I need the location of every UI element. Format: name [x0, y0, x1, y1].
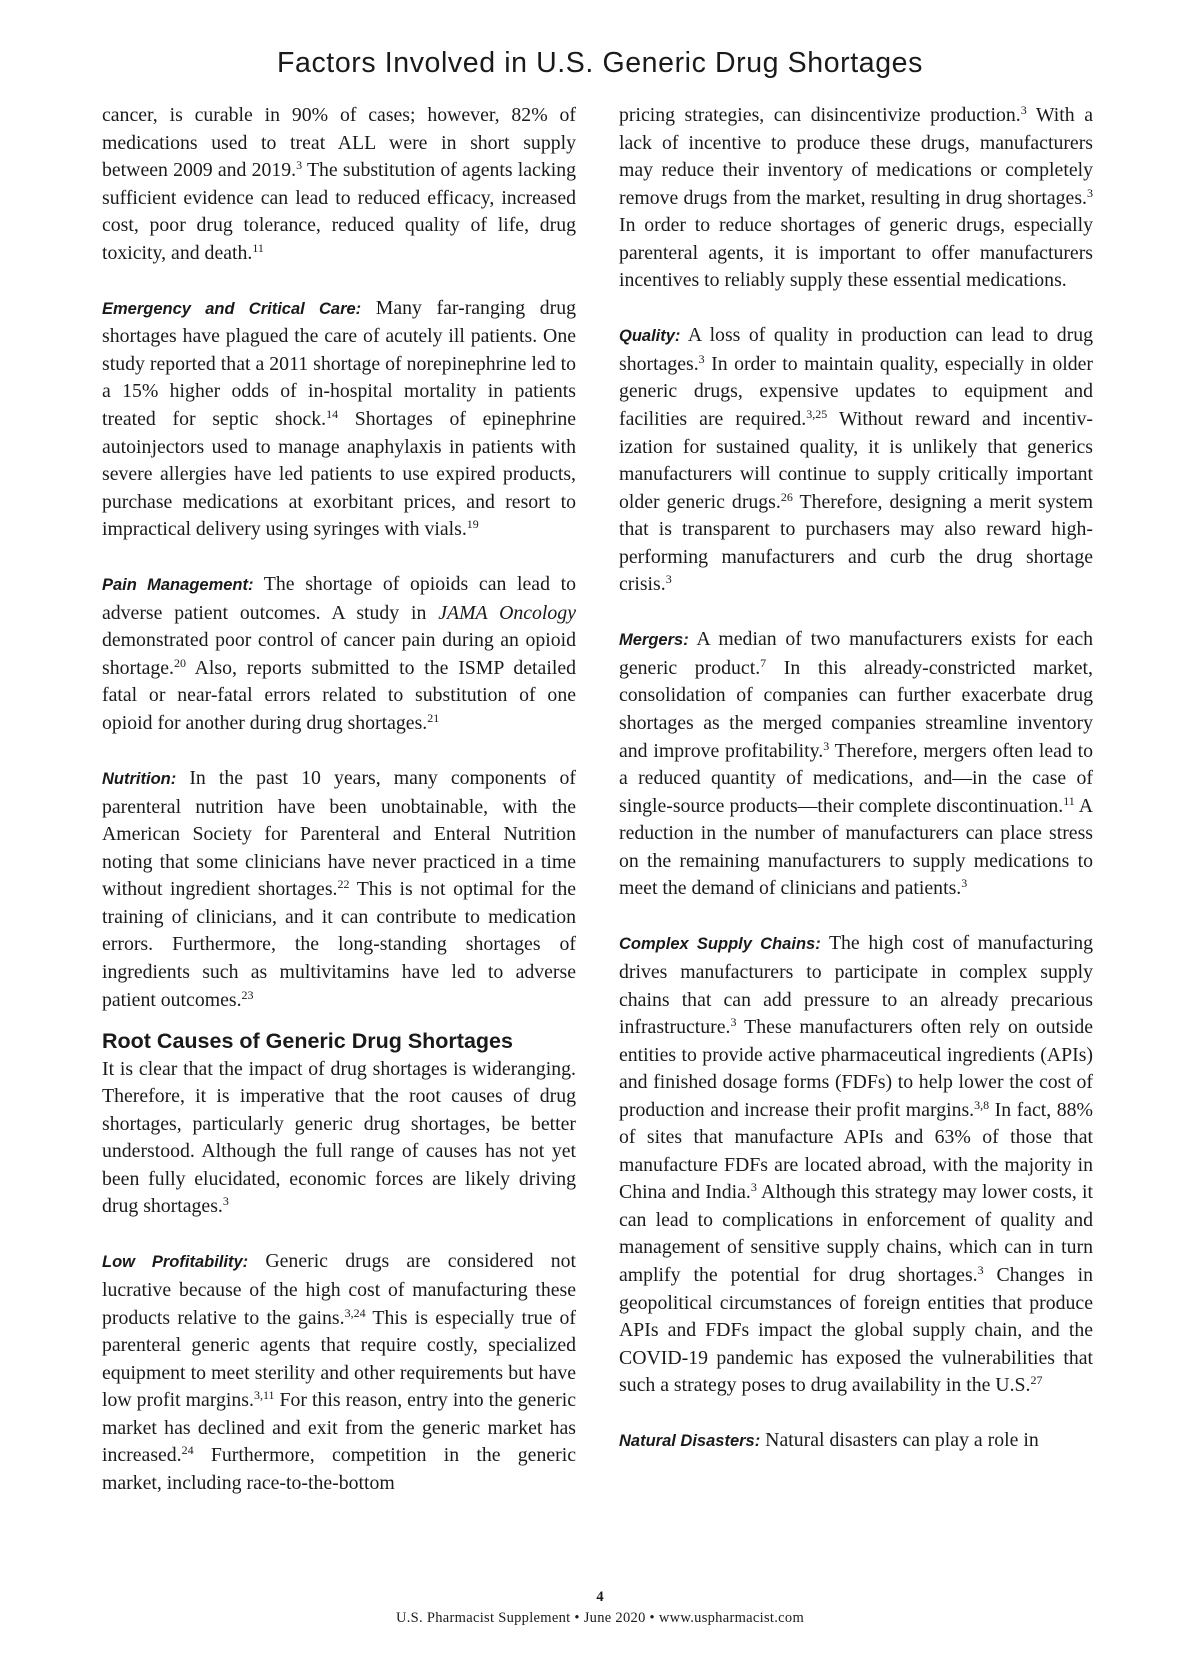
- reference-superscript: 3: [296, 158, 303, 173]
- reference-superscript: 3,25: [806, 407, 828, 422]
- reference-superscript: 24: [181, 1443, 194, 1458]
- paragraph-pain-management: Pain Management: The shortage of opioids can lead to adverse patient outcomes. A study in JAMA Oncology demonstrated poor control of cancer pain during an opioid shortage.$^{20}$ Also, reports submitted to the ISMP detailed fatal or near-fatal errors related to substitution of one opioid for another during drug shortages.$^{21}$: [102, 573, 577, 735]
- reference-superscript: 3,8: [974, 1097, 990, 1112]
- reference-superscript: 14: [326, 407, 339, 422]
- reference-superscript: 26: [780, 489, 793, 504]
- runin-heading-pain: Pain Management:: [102, 576, 254, 595]
- reference-superscript: 11: [252, 240, 264, 255]
- reference-superscript: 11: [1063, 793, 1075, 808]
- reference-superscript: 3: [961, 876, 968, 891]
- reference-superscript: 3,11: [253, 1388, 275, 1403]
- runin-heading-supply-chains: Complex Supply Chains:: [619, 935, 821, 954]
- runin-heading-natural-disasters: Natural Disasters:: [619, 1432, 761, 1451]
- reference-superscript: 3: [665, 572, 672, 587]
- runin-heading-low-profitability: Low Profitability:: [102, 1253, 249, 1272]
- paragraph-root-causes: It is clear that the impact of drug shortages is wideranging. Therefore, it is imperative that the root causes of drug shortages, particularly generic drug shortages, be better understood. Although the full range of causes has not yet been fully elucidated, economic forces are likely driving drug shortages.$^3$: [102, 1057, 576, 1218]
- paragraph-quality: Quality: A loss of quality in production can lead to drug shortages.$^3$ In order to maintain quality, especially in older generic drugs, expensive updates to equipment and facilities are required.$^{3,25}$ Without reward and incentivization for sustained quality, it is unlikely that generics manufacturers will continue to supply critically important older generic drugs.$^{26}$ Therefore, designing a merit system that is transparent to purchasers may also reward high-performing manufacturers and curb the drug shortage crisis.$^3$: [619, 324, 1093, 596]
- section-heading-root-causes: Root Causes of Generic Drug Shortages: [102, 1029, 513, 1054]
- reference-superscript: 23: [241, 987, 254, 1002]
- reference-superscript: 3: [1020, 103, 1027, 117]
- runin-heading-mergers: Mergers:: [619, 631, 689, 650]
- paragraph-supply-chains: Complex Supply Chains: The high cost of manufacturing drives manufacturers to participate in complex supply chains that can add pressure to an already precarious infrastructure.$^3$ These manufacturers often rely on outside entities to provide active pharmaceutical ingredients (APIs) and finished dosage forms (FDFs) to help lower the cost of production and increase their profit margins.$^{3,8}$ In fact, 88% of sites that manufacture APIs and 63% of those that manufacture FDFs are located abroad, with the majority in China and India.$^3$ Although this strategy may lower costs, it can lead to complications in enforcement of quality and management of sensitive supply chains, which can in turn amplify the potential for drug shortages.$^3$ Changes in geopolitical circumstances of foreign entities that produce APIs and FDFs impact the global supply chain, and the COVID-19 pandemic has exposed the vulnerabilities that such a strategy poses to drug availability in the U.S.$^{27}$: [619, 932, 1094, 1397]
- paragraph-low-profitability: Low Profitability: Generic drugs are considered not lucrative because of the high cost of manufacturing these products relative to the gains.$^{3,24}$ This is especially true of parenteral generic agents that require costly, specialized equipment to meet sterility and other requirements but have low profit margins.$^{3,11}$ For this reason, entry into the generic market has declined and exit from the generic market has increased.$^{24}$ Furthermore, competition in the generic market, including race-to-the-bottom: [102, 1250, 576, 1494]
- reference-superscript: 3,24: [344, 1305, 366, 1320]
- paragraph-emergency-care: Emergency and Critical Care: Many far-ranging drug shortages have plagued the care of acutely ill patients. One study reported that a 2011 shortage of norepinephrine led to a 15% higher odds of in-hospital mortality in patients treated for septic shock.$^{14}$ Shortages of epinephrine autoinjectors used to manage anaphylaxis in patients with severe allergies have led patients to use expired products, purchase medications at exorbitant prices, and resort to impractical delivery using syringes with vials.$^{19}$: [102, 296, 576, 541]
- paragraph-natural-disasters: Natural Disasters: Natural disasters can play a role in: [619, 1429, 1039, 1452]
- page-number: 4: [596, 1589, 604, 1605]
- left-column: [102, 102, 576, 1497]
- page-title: Factors Involved in U.S. Generic Drug Shortages: [277, 47, 923, 79]
- journal-title: JAMA Oncology: [438, 601, 576, 624]
- reference-superscript: 19: [466, 517, 479, 532]
- footer-publication: U.S. Pharmacist Supplement • June 2020 • www.uspharmacist.com: [395, 1610, 805, 1626]
- reference-superscript: 7: [760, 655, 767, 670]
- reference-superscript: 3: [730, 1015, 737, 1030]
- paragraph-nutrition: Nutrition: In the past 10 years, many components of parenteral nutrition have been unobtainable, with the American Society for Parenteral and Enteral Nutrition noting that some clinicians have never practiced in a time without ingredient shortages.$^{22}$ This is not optimal for the training of clinicians, and it can contribute to medication errors. Furthermore, the long-standing shortages of ingredients such as multivitamins have led to adverse patient outcomes.$^{23}$: [102, 767, 576, 1011]
- paragraph-mergers: Mergers: A median of two manufacturers exists for each generic product.$^7$ In this already-constricted market, consolidation of companies can further exacerbate drug shortages as the merged companies streamline inventory and improve profitability.$^3$ Therefore, mergers often lead to a reduced quantity of medications, and—in the case of single-source products—their complete discontinuation.$^{11}$ A reduction in the number of manufacturers can place stress on the remaining manufacturers to supply medications to meet the demand of clinicians and patients.$^3$: [619, 628, 1094, 900]
- paragraph-pricing: pricing strategies, can disincentivize production.$^3$ With a lack of incentive to produce these drugs, manufacturers may reduce their inventory of medications or completely remove drugs from the market, resulting in drug shortages.$^3$ In order to reduce shortages of generic drugs, especially parenteral agents, it is important to offer manufacturers incentives to reliably supply these essential medications.: [619, 103, 1093, 292]
- reference-superscript: 22: [337, 877, 350, 892]
- reference-superscript: 21: [427, 711, 440, 726]
- reference-superscript: 3: [750, 1180, 757, 1195]
- runin-heading-quality: Quality:: [619, 327, 681, 346]
- runin-heading-nutrition: Nutrition:: [102, 770, 177, 789]
- reference-superscript: 3: [698, 351, 705, 366]
- reference-superscript: 3: [823, 738, 830, 753]
- reference-superscript: 3: [1087, 185, 1093, 200]
- reference-superscript: 3: [977, 1262, 984, 1277]
- reference-superscript: 20: [173, 655, 186, 670]
- reference-superscript: 3: [222, 1194, 229, 1209]
- right-column: [619, 102, 1093, 1456]
- runin-heading-emergency: Emergency and Critical Care:: [102, 299, 362, 318]
- paragraph-all-impact: cancer, is curable in 90% of cases; however, 82% of medications used to treat ALL were in short supply between 2009 and 2019.$^3$ The substitution of agents lacking sufficient evidence can lead to reduced efficacy, increased cost, poor drug tolerance, reduced quality of life, drug toxicity, and death.$^{11}$: [102, 104, 577, 264]
- reference-superscript: 27: [1030, 1373, 1043, 1388]
